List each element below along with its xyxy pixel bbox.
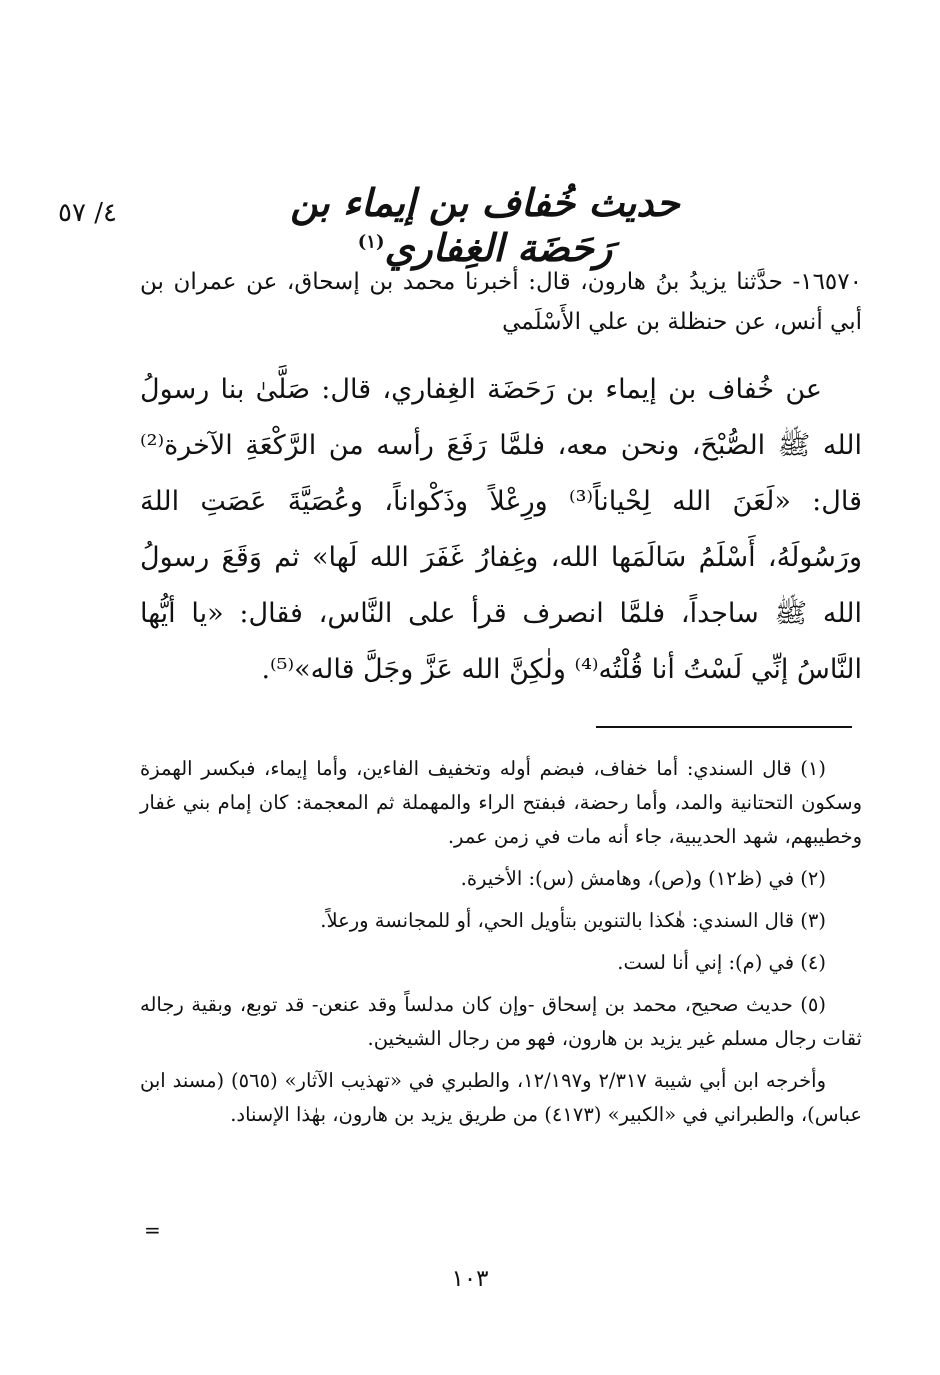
footnote-5-continuation: وأخرجه ابن أبي شيبة ٢/٣١٧ و١٢/١٩٧، والطبري في «تهذيب الآثار» (٥٦٥) (مسند ابن عباس)، والطبراني في «الكبير» (٤١٧٣) من طريق يزيد بن هارون، بهٰذا الإسناد. <box>140 1069 862 1126</box>
page-number: ١٠٣ <box>451 1266 489 1292</box>
footnote-2: (٢) في (ظ١٢) و(ص)، وهامش (س): الأخيرة. <box>460 867 826 890</box>
chapter-title: حديث خُفاف بن إيماء بن رَحَضَة الغِفاري <box>290 180 680 270</box>
continuation-mark: = <box>144 1218 161 1242</box>
chapter-heading <box>250 180 720 270</box>
footnote-separator <box>596 726 852 728</box>
footnote-4: (٤) في (م): إني أنا لست. <box>617 951 826 974</box>
footnote-5: (٥) حديث صحيح، محمد بن إسحاق -وإن كان مدلساً وقد عنعن- قد توبع، وبقية رجاله ثقات رجال مسلم غير يزيد بن هارون، فهو من رجال الشيخين. <box>140 993 862 1050</box>
hadith-isnad: ١٦٥٧٠- حدَّثنا يزيدُ بنُ هارون، قال: أخبرنا محمد بن إسحاق، عن عمران بن أبي أنس، عن حنظلة بن علي الأَسْلَمي <box>140 269 862 335</box>
footnotes <box>140 752 862 1140</box>
hadith-matn: عن خُفاف بن إيماء بن رَحَضَة الغِفاري، قال: صَلَّىٰ بنا رسولُ الله ﷺ الصُّبْحَ، ونحن معه، فلمَّا رَفَعَ رأسه من الرَّكْعَةِ الآخرة⁽²⁾ قال: «لَعَنَ الله لِحْياناً⁽³⁾ ورِعْلاً وذَكْواناً، وعُصَيَّةَ عَصَتِ اللهَ ورَسُولَهُ، أَسْلَمُ سَالَمَها الله، وغِفارُ غَفَرَ الله لَها» ثم وَقَعَ رسولُ الله ﷺ ساجداً، فلمَّا انصرف قرأ على النَّاس، فقال: «يا أيُّها النَّاسُ إنِّي لَسْتُ أنا قُلْتُه⁽⁴⁾ ولٰكِنَّ الله عَزَّ وجَلَّ قاله»⁽⁵⁾. <box>140 374 862 685</box>
volume-page-reference: ٤/ ٥٧ <box>58 198 117 228</box>
footnote-3: (٣) قال السندي: هٰكذا بالتنوين بتأويل الحي، أو للمجانسة ورعلاً. <box>320 909 826 932</box>
heading-footnote-ref: (١) <box>357 231 385 253</box>
footnote-1: (١) قال السندي: أما خفاف، فبضم أوله وتخفيف الفاءين، وأما إيماء، فبكسر الهمزة وسكون التحتانية والمد، وأما رحضة، فبفتح الراء والمهملة ثم المعجمة: كان إمام بني غفار وخطيبهم، شهد الحديبية، جاء أنه مات في زمن عمر. <box>140 757 862 848</box>
